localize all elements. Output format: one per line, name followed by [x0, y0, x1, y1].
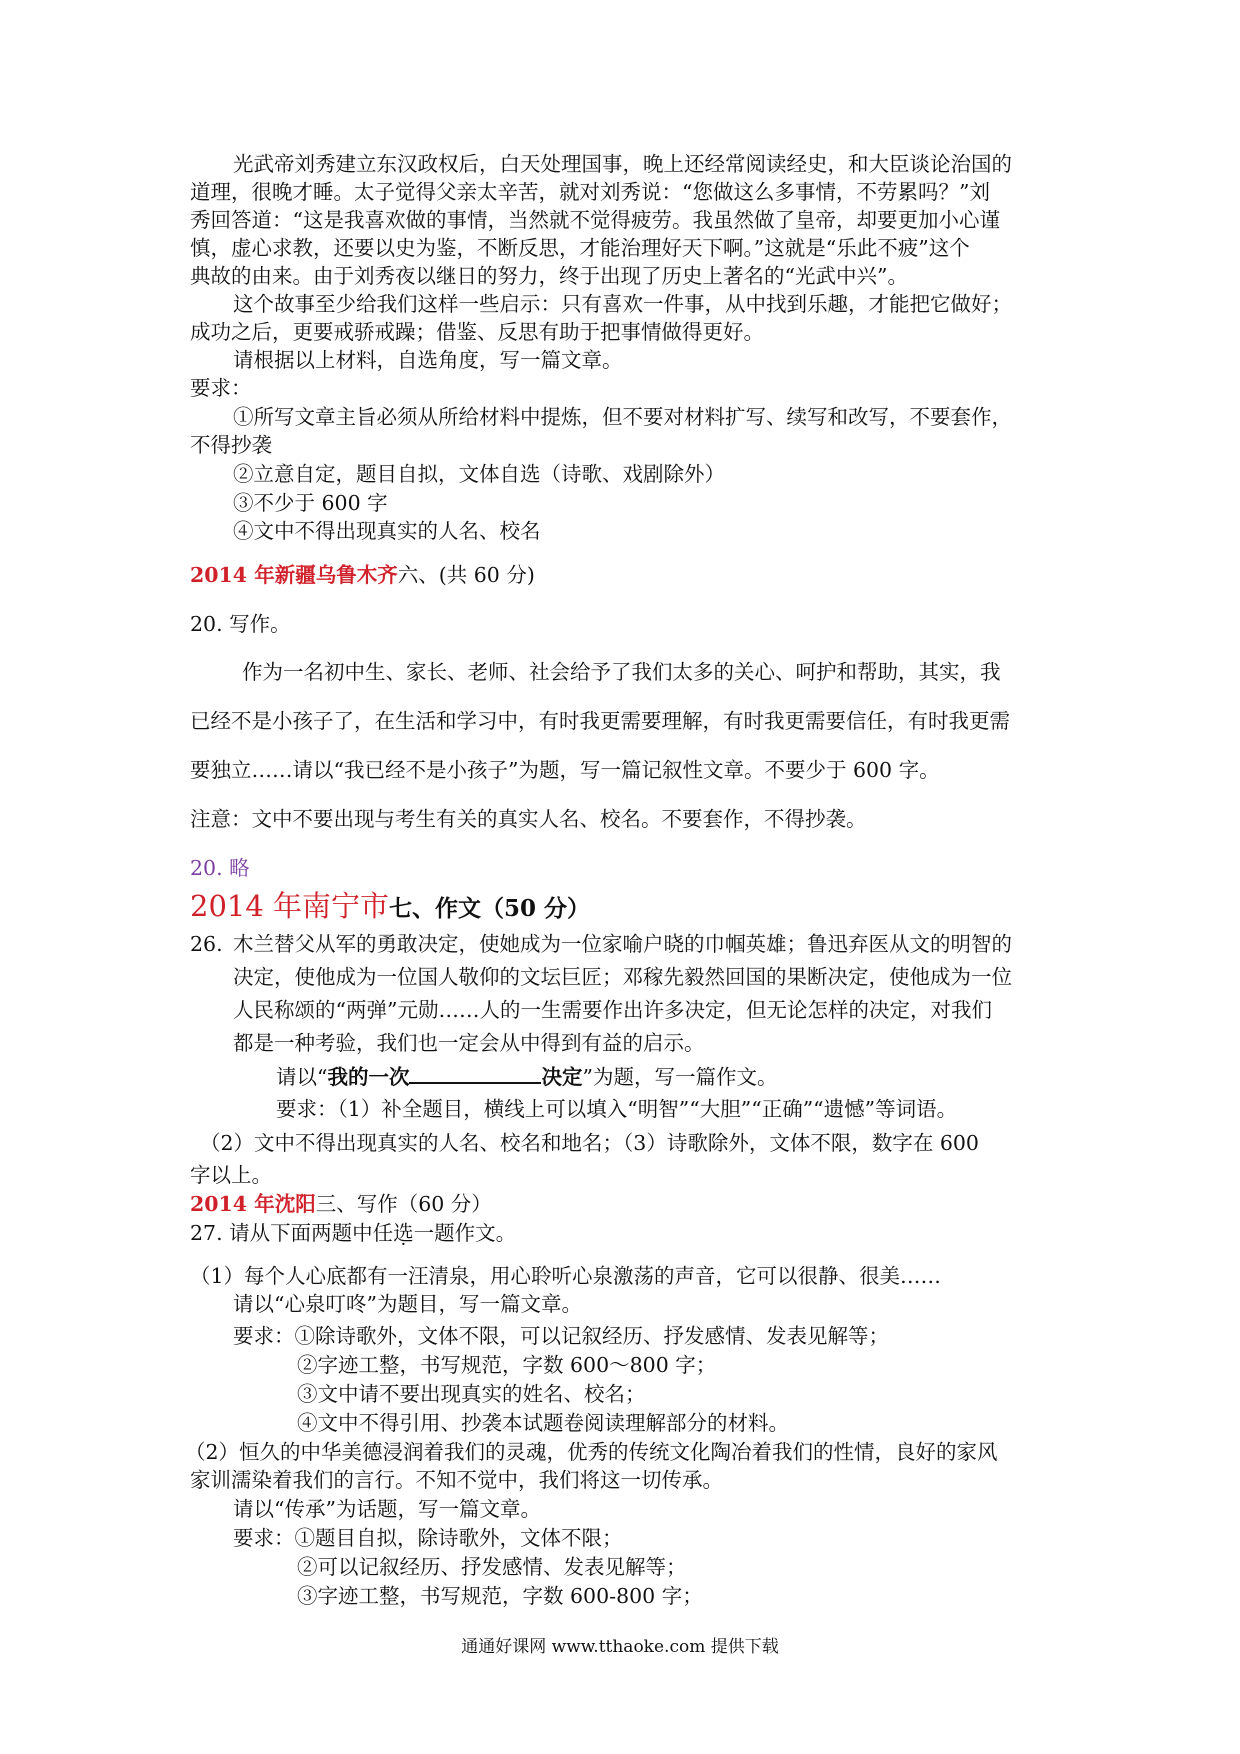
s2-note: 注意：文中不要出现与考生有关的真实人名、校名。不要套作，不得抄袭。: [190, 807, 867, 831]
s3-line2: 决定，使他成为一位国人敬仰的文坛巨匠；邓稼先毅然回国的果断决定，使他成为一位: [233, 965, 1012, 989]
s1-req4: ④文中不得出现真实的人名、校名: [233, 519, 541, 543]
s1-req3: ③不少于 600 字: [233, 491, 388, 515]
s1-p1-line3: 秀回答道：“这是我喜欢做的事情，当然就不觉得疲劳。我虽然做了皇帝，却要更加小心谨: [190, 208, 1000, 232]
s3-heading: [190, 886, 590, 929]
s4-opt1-prompt: 请以“心泉叮咚”为题目，写一篇文章。: [233, 1292, 582, 1316]
s3-prompt: [276, 1062, 777, 1091]
s4-opt1-req4: ④文中不得引用、抄袭本试题卷阅读理解部分的材料。: [297, 1411, 789, 1435]
s2-heading: [190, 561, 535, 589]
s3-req2-line2: 字以上。: [190, 1163, 272, 1187]
s4-heading-rest: 三、写作（60 分）: [315, 1192, 492, 1216]
s4-opt2-req2: ②可以记叙经历、抒发感情、发表见解等；: [297, 1555, 687, 1579]
s1-p1-line2: 道理，很晚才睡。太子觉得父亲太辛苦，就对刘秀说：“您做这么多事情，不劳累吗？”刘: [190, 180, 990, 204]
s1-p2-line2: 成功之后，更要戒骄戒躁；借鉴、反思有助于把事情做得更好。: [190, 320, 764, 344]
s2-line1: 作为一名初中生、家长、老师、社会给予了我们太多的关心、呵护和帮助，其实，我: [242, 660, 1001, 684]
s4-opt2-line2: 家训濡染着我们的言行。不知不觉中，我们将这一切传承。: [190, 1468, 723, 1492]
s4-opt2-req3: ③字迹工整，书写规范，字数 600-800 字；: [297, 1584, 703, 1608]
s3-line4: 都是一种考验，我们也一定会从中得到有益的启示。: [233, 1031, 705, 1055]
s4-opt1-line: （1）每个人心底都有一汪清泉，用心聆听心泉激荡的声音，它可以很静、很美……: [190, 1264, 942, 1288]
s3-req2-line1: （2）文中不得出现真实的人名、校名和地名；（3）诗歌除外，文体不限，数字在 600: [200, 1131, 979, 1155]
s1-p3: 请根据以上材料，自选角度，写一篇文章。: [233, 348, 623, 372]
s1-req-label: 要求：: [190, 376, 252, 400]
s3-prompt-post: ”为题，写一篇作文。: [582, 1065, 778, 1089]
s3-prompt-bold2: 决定: [541, 1065, 583, 1089]
s4-heading-region: 2014 年沈阳: [190, 1192, 316, 1216]
s4-q-post: 题作文。: [434, 1221, 517, 1245]
s1-p2-line1: 这个故事至少给我们这样一些启示：只有喜欢一件事，从中找到乐趣，才能把它做好；: [233, 292, 1012, 316]
s3-prompt-bold1: 我的一次: [327, 1065, 410, 1089]
s3-line1: 木兰替父从军的勇敢决定，使她成为一位家喻户晓的巾帼英雄；鲁迅弃医从文的明智的: [233, 932, 1012, 956]
s4-heading: [190, 1190, 492, 1218]
s1-req1-line2: 不得抄袭: [190, 433, 272, 457]
s4-opt2-req1: 要求：①题目自拟，除诗歌外，文体不限；: [233, 1526, 623, 1550]
s3-line3: 人民称颂的“两弹”元勋……人的一生需要作出许多决定，但无论怎样的决定，对我们: [233, 998, 992, 1022]
s2-heading-region: 2014 年新疆乌鲁木齐: [190, 563, 398, 587]
s3-prompt-pre: 请以“: [276, 1065, 328, 1089]
s4-opt2-line1: （2）恒久的中华美德浸润着我们的灵魂，优秀的传统文化陶冶着我们的性情，良好的家风: [185, 1440, 998, 1464]
s2-line3: 要独立……请以“我已经不是小孩子”为题，写一篇记叙性文章。不要少于 600 字。: [190, 758, 940, 782]
s3-title-blank: [409, 1062, 541, 1084]
s3-heading-region: 2014 年南宁市: [190, 889, 390, 923]
page-footer: 通通好课网 www.tthaoke.com 提供下载: [461, 1637, 779, 1657]
s1-p1-line5: 典故的由来。由于刘秀夜以继日的努力，终于出现了历史上著名的“光武中兴”。: [190, 264, 908, 288]
s1-req1-line1: ①所写文章主旨必须从所给材料中提炼，但不要对材料扩写、续写和改写，不要套作，: [233, 405, 1012, 429]
s4-q-pre: 27. 请从下面两题中: [190, 1221, 373, 1245]
s1-req2: ②立意自定，题目自拟，文体自选（诗歌、戏剧除外）: [233, 462, 725, 486]
s4-opt2-prompt: 请以“传承”为话题，写一篇文章。: [233, 1497, 541, 1521]
s3-heading-rest: 七、作文（50 分）: [389, 895, 591, 922]
s4-opt1-req1: 要求：①除诗歌外，文体不限，可以记叙经历、抒发感情、发表见解等；: [233, 1324, 889, 1348]
s2-answer: 20. 略: [190, 856, 250, 880]
s3-req1: 要求：（1）补全题目，横线上可以填入“明智”“大胆”“正确”“遗憾”等词语。: [276, 1097, 958, 1121]
s1-p1-line1: 光武帝刘秀建立东汉政权后，白天处理国事，晚上还经常阅读经史，和大臣谈论治国的: [233, 152, 1012, 176]
s2-heading-rest: 六、(共 60 分): [397, 563, 535, 587]
s4-opt1-req3: ③文中请不要出现真实的姓名、校名；: [297, 1382, 646, 1406]
s4-opt1-req2: ②字迹工整，书写规范，字数 600～800 字；: [297, 1353, 717, 1377]
s3-question-number: 26.: [190, 932, 223, 956]
s2-line2: 已经不是小孩子了，在生活和学习中，有时我更需要理解，有时我更需要信任，有时我更需: [190, 709, 1010, 733]
s4-q-emphasis: 任选一: [372, 1221, 435, 1245]
s1-p1-line4: 慎，虚心求教，还要以史为鉴，不断反思，才能治理好天下啊。”这就是“乐此不疲”这个: [190, 236, 970, 260]
s2-question: 20. 写作。: [190, 612, 291, 636]
s4-question: [190, 1219, 516, 1247]
